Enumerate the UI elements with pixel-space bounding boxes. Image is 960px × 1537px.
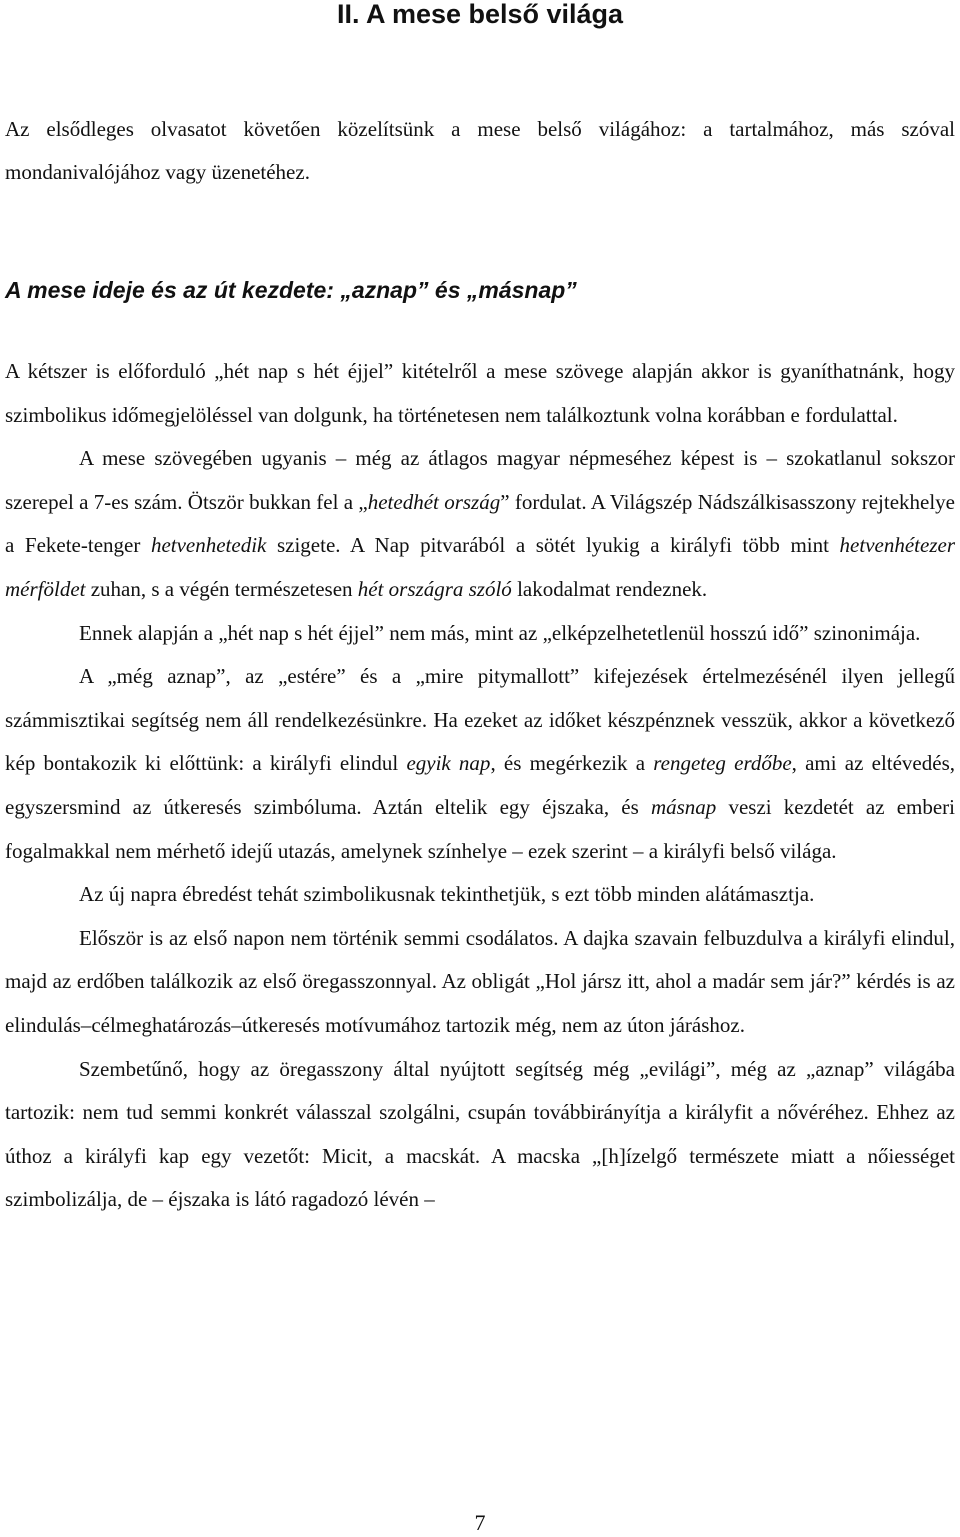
paragraph-4-text: , ami az eltévedés, egyszersmind az útkeresés szimbóluma. Aztán eltelik egy éjszaka, és	[5, 751, 955, 819]
paragraph-2-text: A mese szövegében ugyanis – még az átlagos magyar népmeséhez képest is – szokatlanul sokszor szerepel a 7-es szám. Ötször bukkan fel a „	[5, 446, 955, 514]
paragraph-2-text: zuhan, s a végén természetesen	[85, 576, 358, 601]
paragraph-6: Először is az első napon nem történik semmi csodálatos. A dajka szavain felbuzdulva a királyfi elindul, majd az erdőben találkozik az első öregasszonnyal. Az obligát „Hol jársz itt, ahol a madár sem jár?” kérdés is az elindulás–célmeghatározás–útkeresés motívumához tartozik még, nem az úton járáshoz.	[5, 925, 955, 1037]
emphasis-rengeteg-erdobe: rengeteg erdőbe	[653, 751, 792, 776]
paragraph-1: A kétszer is előforduló „hét nap s hét éjjel” kitételről a mese szövege alapján akkor is gyaníthatnánk, hogy szimbolikus időmegjelöléssel van dolgunk, ha történetesen nem találkoztunk volna korábban e fordulattal.	[5, 359, 955, 427]
emphasis-hetvenhetedik: hetvenhetedik	[150, 533, 267, 558]
emphasis-merfoldet: hetvenhétezer mérföldet	[5, 533, 955, 601]
intro-paragraph: Az elsődleges olvasatot követően közelítsünk a mese belső világához: a tartalmához, más szóval mondanivalójához vagy üzenetéhez.	[5, 117, 955, 184]
paragraph-2-text: lakodalmat rendeznek.	[511, 576, 708, 601]
body-text	[5, 350, 955, 1222]
paragraph-4-text: veszi kezdetét az emberi fogalmakkal nem mérhető idejű utazás, amelynek színhelye – ezek szerint – a királyfi belső világa.	[5, 794, 956, 863]
emphasis-hetedhet-orszag: hetedhét ország	[367, 489, 501, 514]
paragraph-4-text: , és megérkezik a	[490, 751, 654, 776]
paragraph-2-text: ” fordulat. A Világszép Nádszálkisasszony rejtekhelye a Fekete-tenger	[5, 489, 955, 558]
paragraph-3: Ennek alapján a „hét nap s hét éjjel” nem más, mint az „elképzelhetetlenül hosszú idő” szinonimája.	[79, 620, 921, 645]
paragraph-2	[5, 437, 955, 611]
paragraph-4	[5, 655, 955, 873]
page-number: 7	[474, 1510, 486, 1535]
paragraph-7: Szembetűnő, hogy az öregasszony által nyújtott segítség még „evilági”, még az „aznap” világába tartozik: nem tud semmi konkrét válasszal szolgálni, csupán továbbirányítja a királyfit a nővéréhez. Ehhez az úthoz a királyfi kap egy vezetőt: Micit, a macskát. A macska „[h]ízelgő természete miatt a nőiességet szimbolizálja, de – éjszaka is látó ragadozó lévén –	[5, 1056, 955, 1212]
emphasis-masnap: másnap	[650, 794, 717, 819]
emphasis-egyik-nap: egyik nap	[406, 751, 491, 776]
emphasis-het-orszagra: hét országra szóló	[357, 576, 512, 601]
section-title: A mese ideje és az út kezdete: „aznap” és „másnap”	[5, 277, 577, 303]
chapter-title: II. A mese belső világa	[336, 0, 624, 29]
paragraph-4-text: A „még aznap”, az „estére” és a „mire pitymallott” kifejezések értelmezésénél ilyen jellegű számmisztikai segítség nem áll rendelkezésünkre. Ha ezeket az időket készpénznek vesszük, akkor a következő kép bontakozik ki előttünk: a királyfi elindul	[5, 664, 955, 776]
paragraph-5: Az új napra ébredést tehát szimbolikusnak tekinthetjük, s ezt több minden alátámasztja.	[79, 882, 815, 907]
paragraph-2-text: szigete. A Nap pitvarából a sötét lyukig a királyfi több mint	[266, 533, 840, 558]
document-page	[5, 0, 955, 1222]
